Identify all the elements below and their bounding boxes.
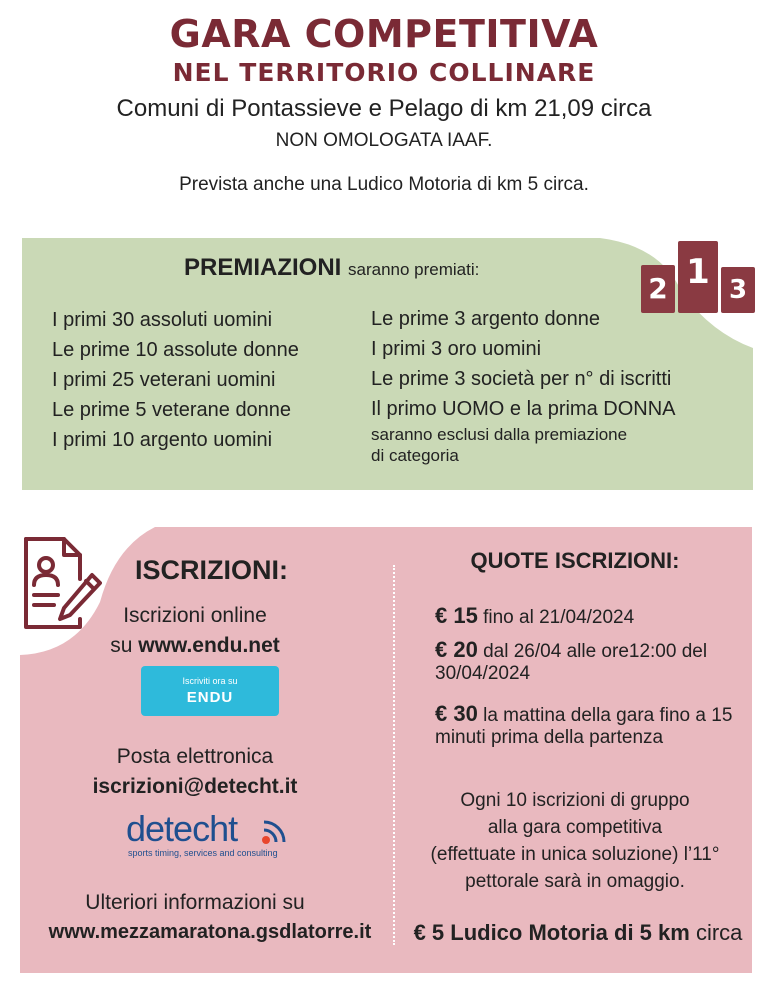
detecht-logo (126, 808, 306, 860)
premio-item: Il primo UOMO e la prima DONNA (371, 398, 676, 420)
premio-note-line: saranno esclusi dalla premiazione (371, 425, 628, 444)
title-line-1: GARA COMPETITIVA (169, 12, 599, 56)
info-site-link[interactable]: www.mezzamaratona.gsdlatorre.it (48, 921, 372, 943)
online-line (30, 634, 360, 658)
online-prefix: su (110, 634, 133, 657)
group-offer-line: alla gara competitiva (487, 817, 663, 838)
quote-amount: € 20 (435, 637, 478, 662)
detecht-tagline: sports timing, services and consulting (128, 848, 278, 858)
endu-button-small-label: Iscriviti ora su (182, 676, 238, 686)
premio-item: Le prime 3 argento donne (371, 308, 601, 330)
quote-item (435, 605, 735, 629)
info-label: Ulteriori informazioni su (85, 891, 305, 914)
quote-text: la mattina della gara fino a 15 minuti prima della partenza (435, 705, 733, 748)
group-offer-line: pettorale sarà in omaggio. (465, 871, 685, 892)
premio-item: Le prime 10 assolute donne (52, 339, 299, 361)
premio-item: I primi 3 oro uomini (371, 338, 542, 360)
homologation-note: NON OMOLOGATA IAAF. (275, 130, 493, 151)
email-label: Posta elettronica (116, 745, 274, 768)
podium-first: 1 (678, 241, 718, 313)
group-offer-line: (effettuate in unica soluzione) l’11° (430, 844, 720, 865)
quote-text: fino al 21/04/2024 (483, 607, 635, 628)
podium-third: 3 (721, 267, 755, 313)
endu-button-label: ENDU (186, 689, 234, 706)
email-link[interactable]: iscrizioni@detecht.it (92, 775, 298, 798)
quote-item (435, 639, 735, 685)
quote-amount: € 15 (435, 603, 478, 628)
quote-title: QUOTE ISCRIZIONI: (470, 548, 680, 573)
premiazioni-subtitle: saranno premiati: (348, 260, 480, 279)
quote-text: dal 26/04 alle ore12:00 del 30/04/2024 (435, 641, 708, 684)
quote-item (435, 703, 735, 749)
premio-item: I primi 10 argento uomini (52, 429, 273, 451)
online-label: Iscrizioni online (123, 604, 267, 627)
quote-amount: € 30 (435, 701, 478, 726)
premio-item: Le prime 5 veterane donne (52, 399, 292, 421)
ludico-note: Prevista anche una Ludico Motoria di km 5 circa. (179, 174, 589, 195)
endu-site-link[interactable]: www.endu.net (138, 634, 280, 657)
podium-icon (641, 241, 756, 315)
subtitle: Comuni di Pontassieve e Pelago di km 21,09 circa (116, 95, 652, 122)
signal-icon (260, 816, 290, 846)
premio-item: Le prime 3 società per n° di iscritti (371, 368, 672, 390)
ludico-price (408, 920, 748, 946)
ludico-price-suffix: circa (695, 920, 743, 945)
detecht-wordmark: detecht (126, 808, 238, 849)
premiazioni-title: PREMIAZIONI (184, 254, 342, 281)
title-line-2: NEL TERRITORIO COLLINARE (172, 58, 596, 87)
premiazioni-heading (184, 254, 479, 282)
premio-item: I primi 30 assoluti uomini (52, 309, 273, 331)
iscrizioni-title: ISCRIZIONI: (135, 555, 288, 585)
premio-note-line: di categoria (371, 446, 459, 465)
group-offer-line: Ogni 10 iscrizioni di gruppo (460, 790, 690, 811)
podium-second: 2 (641, 265, 675, 313)
column-divider (393, 565, 395, 945)
ludico-price-main: € 5 Ludico Motoria di 5 km (413, 920, 690, 945)
premio-item: I primi 25 veterani uomini (52, 369, 276, 391)
endu-signup-button[interactable] (141, 666, 279, 716)
